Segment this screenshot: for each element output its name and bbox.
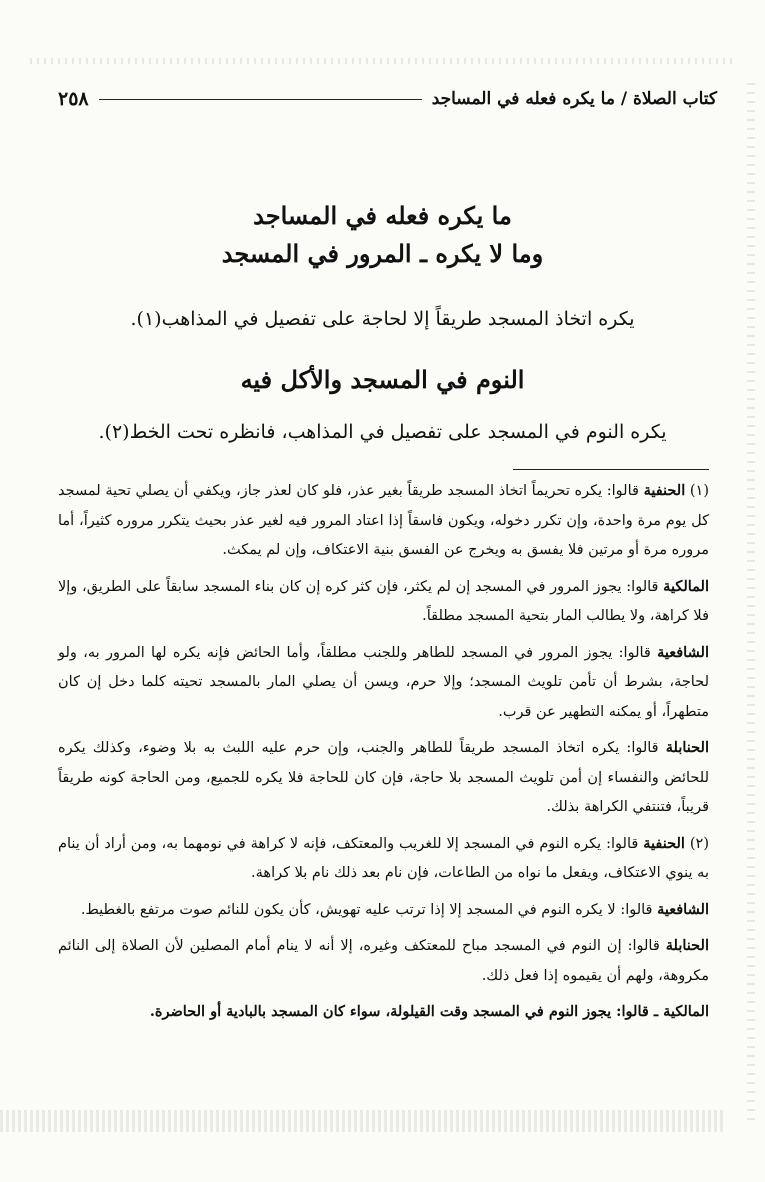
footnote-text: قالوا: يجوز المرور في المسجد للطاهر وللجنب مطلقاً، وأما الحائض فإنه يكره لها المرور به، ولو لحاجة، بشرط أن تأمن تلويث المسجد؛ وإلا حرم، ويسن أن يصلي المار بالمسجد تحيته كلما دخل إن كان متطهراً، أو يمكنه التطهير عن قرب. [58, 644, 709, 720]
section-text-2: يكره النوم في المسجد على تفصيل في المذاهب، فانظره تحت الخط(٢). [98, 421, 667, 443]
footnote-text: قالوا: يكره اتخاذ المسجد طريقاً للطاهر والجنب، وإن حرم عليه اللبث به بلا وضوء، وكذلك يكره للحائض والنفساء إن أمن تلويث المسجد بلا حاجة، فإن كان للحاجة فلا يكره للجميع، ومن الحاجة كونه طريقاً قريباً، فتنتفي الكراهة بذلك. [58, 740, 709, 815]
section-title-line-2: وما لا يكره ـ المرور في المسجد [221, 239, 544, 268]
footnote-text: قالوا: يجوز المرور في المسجد إن لم يكثر، فإن كثر كره إن كان بناء المسجد سابقاً على الطريق، وإلا فلا كراهة، ولا يطالب المار بتحية المسجد مطلقاً. [58, 578, 709, 624]
footnote-paragraph [58, 638, 709, 728]
madhhab-label: الحنابلة [665, 739, 709, 756]
section-title-line-1: ما يكره فعله في المساجد [253, 201, 512, 230]
footnote-paragraph [58, 733, 709, 823]
madhhab-label: الحنفية [643, 834, 685, 852]
madhhab-label: الحنابلة [665, 937, 709, 954]
footnote-paragraph [58, 895, 709, 926]
footnote-separator [513, 469, 709, 470]
madhhab-label: الحنفية [643, 482, 686, 499]
madhhab-label: المالكية [663, 577, 709, 595]
footnote-text: قالوا: يكره تحريماً اتخاذ المسجد طريقاً بغير عذر، فلو كان لعذر جاز، ويكفي أن يصلي تحية لمسجد كل يوم مرة واحدة، وإن تكرر دخوله، ويكون فاسقاً إذا اعتاد المرور فيه لغير عذر بحيث يتكرر مروره كثيراً، أما مروره مرة أو مرتين فلا يفسق به ويخرج عن الفسق بنية الاعتكاف، وإن لم يمكث. [58, 483, 709, 558]
footnote-text: قالوا: إن النوم في المسجد مباح للمعتكف وغيره، إلا أنه لا ينام أمام المصلين لأن الصلاة إلى النائم مكروهة، ولهم أن يقيموه إذا فعل ذلك. [58, 938, 709, 984]
section-text-1: يكره اتخاذ المسجد طريقاً إلا لحاجة على تفصيل في المذاهب(١). [130, 308, 635, 330]
footnote-paragraph [58, 931, 709, 991]
scan-noise-top [30, 58, 735, 64]
footnote-text: ـ قالوا: يجوز النوم في المسجد وقت القيلولة، سواء كان المسجد بالبادية أو الحاضرة. [149, 1003, 664, 1020]
footnote-paragraph [58, 572, 709, 632]
footnote-paragraph [58, 476, 709, 566]
madhhab-label: المالكية [663, 1003, 709, 1020]
header-rule [99, 99, 422, 100]
footnote-paragraph [58, 997, 709, 1027]
footnotes [58, 476, 709, 1033]
running-title: كتاب الصلاة / ما يكره فعله في المساجد [431, 89, 717, 109]
footnote-ref: (١) [689, 483, 709, 499]
footnote-ref: (٢) [689, 835, 709, 852]
section-title-sleep: النوم في المسجد والأكل فيه [240, 365, 525, 394]
footnote-paragraph [58, 829, 709, 889]
madhhab-label: الشافعية [657, 900, 709, 918]
scan-noise-bottom [0, 1110, 725, 1132]
scan-noise-right [747, 80, 755, 1120]
running-header [58, 84, 717, 114]
madhhab-label: الشافعية [657, 643, 709, 661]
page-number: ٢٥٨ [58, 88, 89, 110]
footnote-text: قالوا: لا يكره النوم في المسجد إلا إذا ترتب عليه تهويش، كأن يكون للنائم صوت مرتفع بالغطيط. [80, 901, 658, 918]
footnote-text: قالوا: يكره النوم في المسجد إلا للغريب والمعتكف، فإنه لا كراهة في نومهما به، ومن أراد أن ينام به ينوي الاعتكاف، ويفعل ما نواه من الطاعات، فإن نام بعد ذلك نام بلا كراهة. [58, 835, 709, 881]
